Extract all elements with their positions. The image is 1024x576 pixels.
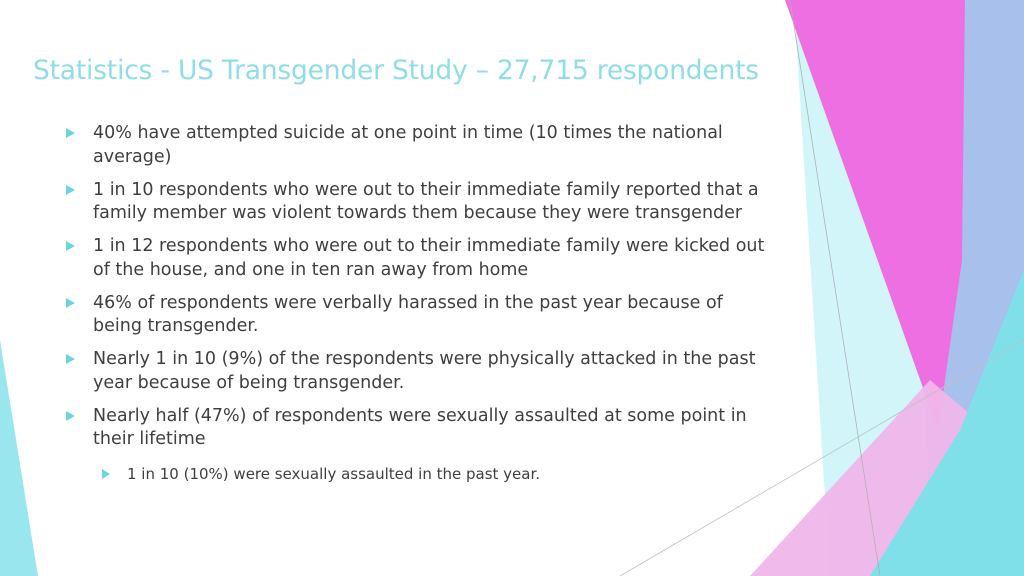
slide-title: Statistics - US Transgender Study – 27,715 respondents bbox=[33, 55, 759, 86]
bullet-item bbox=[66, 235, 766, 282]
bullet-item bbox=[66, 122, 766, 169]
bullet-text: 40% have attempted suicide at one point in time (10 times the national average) bbox=[93, 123, 723, 167]
bullet-text: 1 in 12 respondents who were out to their immediate family were kicked out of the house, and one in ten ran away from home bbox=[93, 236, 765, 280]
triangle-bullet-icon bbox=[66, 241, 75, 251]
sub-bullet-text: 1 in 10 (10%) were sexually assaulted in the past year. bbox=[127, 464, 541, 483]
triangle-bullet-icon bbox=[66, 298, 75, 308]
bullet-text: Nearly 1 in 10 (9%) of the respondents were physically attacked in the past year because of being transgender. bbox=[93, 349, 756, 393]
triangle-bullet-icon bbox=[66, 354, 75, 364]
bullet-item bbox=[66, 292, 766, 339]
left-cyan-shape bbox=[0, 340, 38, 576]
triangle-bullet-icon bbox=[66, 411, 75, 421]
triangle-bullet-icon bbox=[66, 185, 75, 195]
sub-bullet-item bbox=[102, 464, 766, 484]
bullet-text: 46% of respondents were verbally harassed in the past year because of being transgender. bbox=[93, 292, 723, 336]
bullet-item bbox=[66, 348, 766, 395]
triangle-bullet-icon bbox=[66, 128, 75, 138]
bullet-list bbox=[66, 122, 766, 484]
bullet-item bbox=[66, 179, 766, 226]
triangle-bullet-icon bbox=[102, 469, 110, 479]
bullet-text: Nearly half (47%) of respondents were sexually assaulted at some point in their lifetime bbox=[93, 405, 747, 449]
bullet-item bbox=[66, 405, 766, 452]
bullet-text: 1 in 10 respondents who were out to their immediate family reported that a family member was violent towards them because they were transgender bbox=[93, 179, 759, 223]
